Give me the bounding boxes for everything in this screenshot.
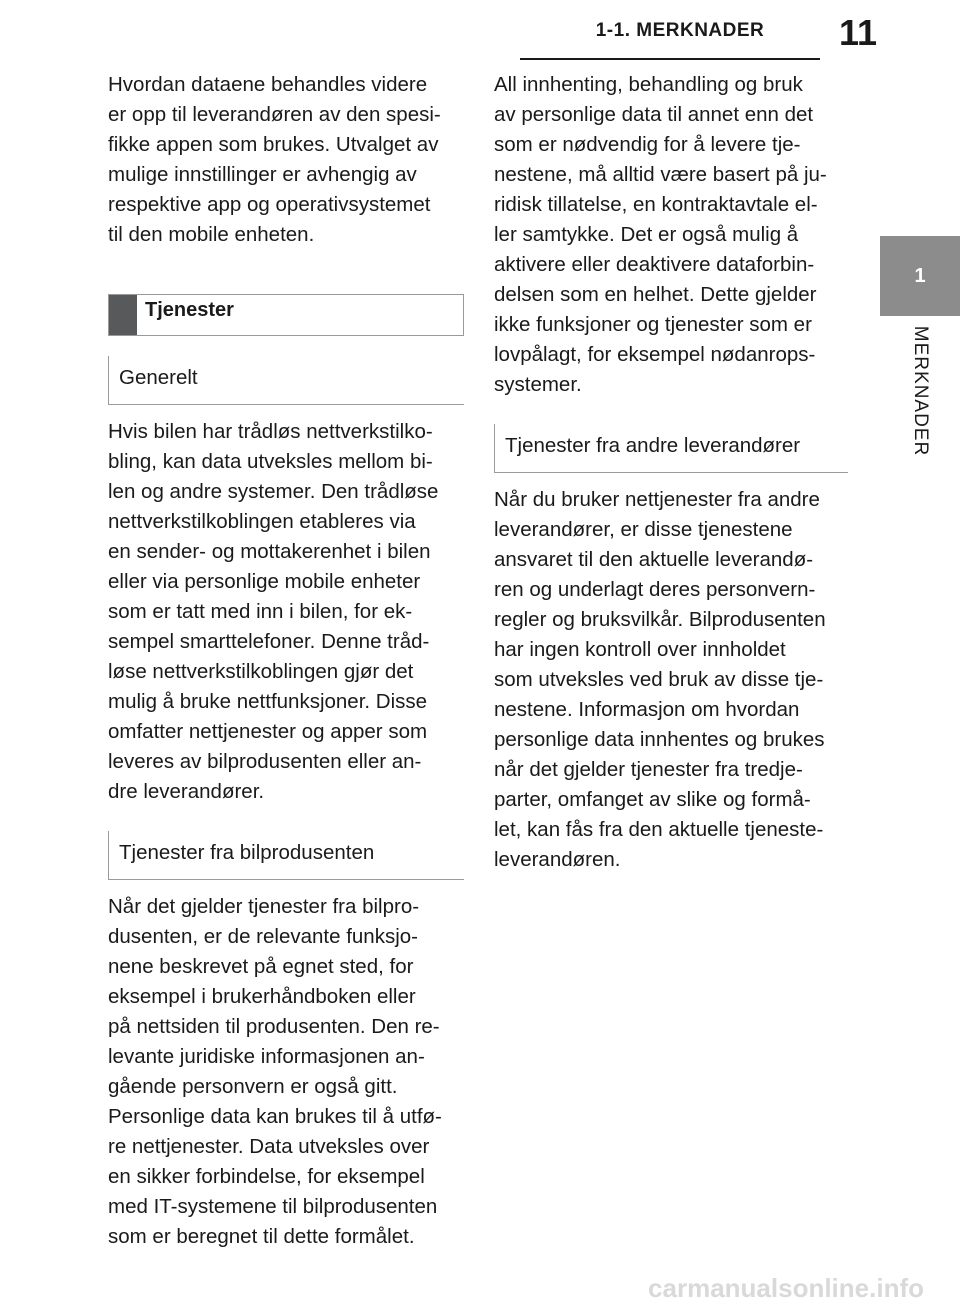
header-rule [520,58,820,60]
general-paragraph: Hvis bilen har trådløs nettverkstilko- bling, kan data utveksles mellom bi- len og andre systemer. Den trådløse nettverkstilkoblingen etableres via en sender- og mottakerenhet i bilen eller via personlige mobile enheter som er tatt med inn i bilen, for ek- sempel smarttelefoner. Denne tråd- løse nettverkstilkoblingen gjør det mulig å bruke nettfunksjoner. Disse omfatter nettjenester og apper som leveres av bilprodusenten eller an- dre leverandører. [108,420,439,803]
subheading-generelt: Generelt [108,356,464,405]
intro-paragraph: Hvordan dataene behandles videre er opp til leverandøren av den spesi- fikke appen som brukes. Utvalget av mulige innstillinger er avhengig av respektive app og operativsystemet til den mobile enheten. [108,73,441,246]
chapter-tab-label: MERKNADER [910,325,931,457]
section-header-title: Tjenester [145,299,234,321]
consent-paragraph: All innhenting, behandling og bruk av personlige data til annet enn det som er nødvendig for å levere tje- nestene, må alltid være basert på ju- ridisk tillatelse, en kontraktavtale el- ler samtykke. Det er også mulig å aktivere eller deaktivere dataforbin- delsen som en helhet. Dette gjelder ikke funksjoner og tjenester som er lovpålagt, for eksempel nødanrops- systemer. [494,73,827,396]
section-title: 1-1. MERKNADER [595,20,765,41]
subheading-andre-leverandorer: Tjenester fra andre leverandører [494,424,848,473]
chapter-tab-number: 1 [914,264,926,287]
page-number: 11 [838,12,878,53]
left-column [108,70,464,1252]
chapter-tab[interactable] [880,236,960,316]
subheading-bilprodusenten: Tjenester fra bilprodusenten [108,831,464,880]
right-column [494,70,848,875]
section-swatch [109,295,137,335]
manufacturer-paragraph: Når det gjelder tjenester fra bilpro- dusenten, er de relevante funksjo- nene beskrevet på egnet sted, for eksempel i brukerhåndboken eller på nettsiden til produsenten. Den re- levante juridiske informasjonen an- gående personvern er også gitt. Personlige data kan brukes til å utfø- re nettjenester. Data utveksles over en sikker forbindelse, for eksempel med IT-systemene til bilprodusenten som er beregnet til dette formålet. [108,895,442,1248]
watermark-text: carmanualsonline.info [648,1273,924,1303]
third-party-paragraph: Når du bruker nettjenester fra andre leverandører, er disse tjenestene ansvaret til den aktuelle leverandø- ren og underlagt deres personvern- regler og bruksvilkår. Bilprodusenten har ingen kontroll over innholdet som utveksles ved bruk av disse tje- nestene. Informasjon om hvordan personlige data innhentes og brukes når det gjelder tjenester fra tredje- parter, omfanget av slike og formå- let, kan fås fra den aktuelle tjeneste- leverandøren. [494,488,826,871]
section-header-tjenester [108,294,464,336]
